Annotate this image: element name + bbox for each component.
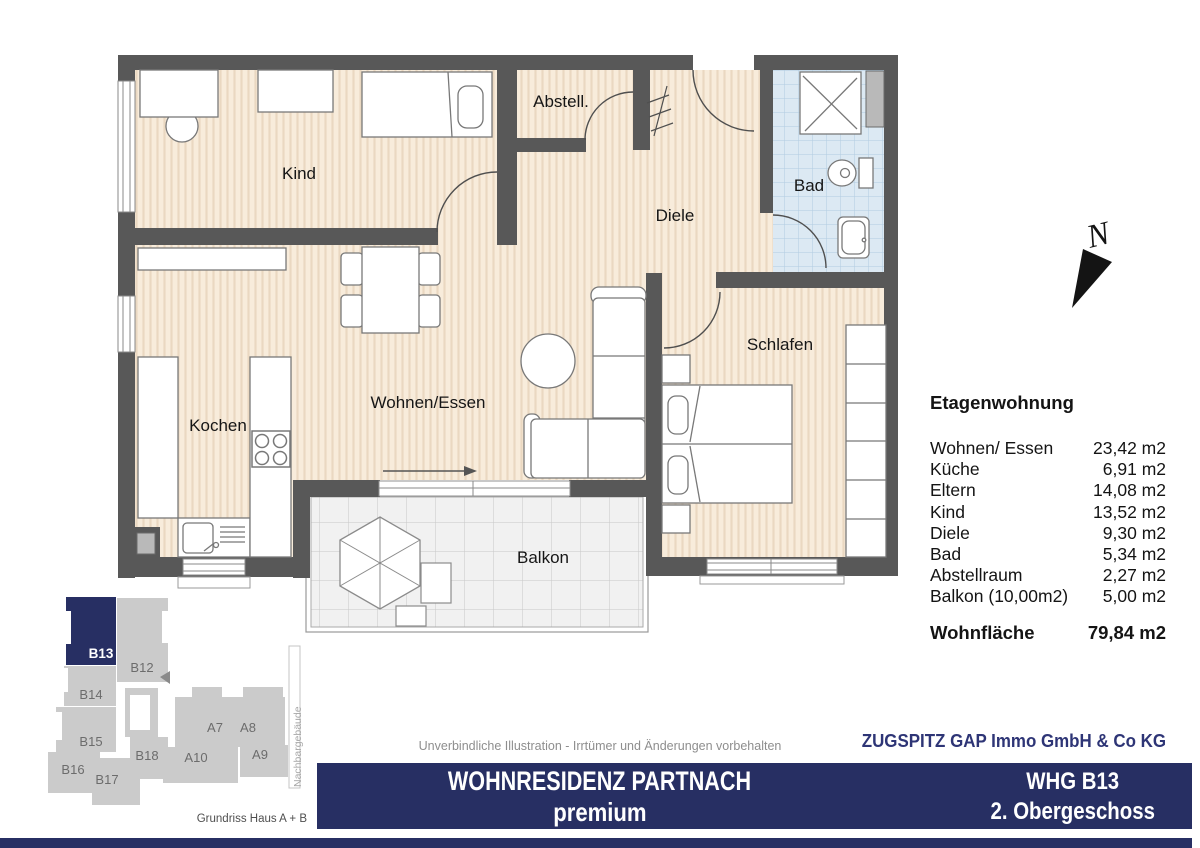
- room-label-diele: Diele: [655, 206, 695, 225]
- nightstand: [662, 505, 690, 533]
- site-label-a7: A7: [207, 720, 223, 735]
- site-plan-caption: Grundriss Haus A + B: [196, 813, 307, 825]
- project-title: WOHNRESIDENZ PARTNACH: [447, 765, 752, 796]
- toilet-icon: [828, 158, 873, 188]
- balcony-door: [379, 481, 570, 496]
- stove-icon: [252, 431, 290, 467]
- row-value: 6,91 m2: [1102, 459, 1166, 480]
- row-value: 14,08 m2: [1093, 480, 1166, 501]
- room-label-kochen: Kochen: [189, 416, 247, 435]
- row-value: 13,52 m2: [1093, 501, 1166, 522]
- row-value: 5,34 m2: [1102, 544, 1166, 565]
- table-row: [930, 523, 1166, 544]
- area-table-title: Etagenwohnung: [930, 392, 1074, 413]
- row-value: 9,30 m2: [1102, 522, 1166, 543]
- site-label-a8: A8: [240, 720, 256, 735]
- wardrobe: [846, 325, 886, 557]
- room-label-wohnen-essen: Wohnen/Essen: [370, 393, 486, 412]
- balcony-table: [421, 563, 451, 603]
- site-label-b15: B15: [79, 734, 103, 749]
- table-row: [930, 544, 1166, 565]
- neighbor-label: Nachbargebäude: [292, 706, 304, 787]
- double-bed: [662, 385, 792, 503]
- row-label: Wohnen/ Essen: [930, 438, 1054, 458]
- row-label: Bad: [930, 544, 962, 565]
- total-value: 79,84 m2: [1087, 621, 1166, 643]
- room-label-schlafen: Schlafen: [746, 335, 814, 354]
- site-label-b16: B16: [61, 762, 85, 777]
- site-label-a9: A9: [252, 747, 268, 762]
- side-table: [258, 70, 333, 112]
- total-label: Wohnfläche: [930, 621, 1035, 643]
- project-title-block: [317, 763, 882, 829]
- unit-info-block: [923, 763, 1200, 829]
- window-kind: [118, 81, 135, 212]
- company-name: ZUGSPITZ GAP Immo GmbH & Co KG: [861, 731, 1166, 751]
- room-label-bad: Bad: [793, 176, 825, 195]
- row-label: Kind: [930, 501, 966, 522]
- row-label: Diele: [930, 522, 970, 543]
- row-value: 5,00 m2: [1102, 586, 1166, 607]
- table-row: [930, 502, 1166, 523]
- row-label: Küche: [930, 459, 980, 480]
- balcony: [306, 492, 648, 632]
- room-label-kind: Kind: [281, 164, 317, 183]
- title-bar: [317, 763, 1192, 829]
- table-row: [930, 459, 1166, 480]
- site-plan: [48, 597, 307, 825]
- room-label-abstell: Abstell.: [533, 92, 589, 111]
- window-schlafen: [700, 559, 844, 584]
- floor-label: 2. Obergeschoss: [990, 797, 1156, 825]
- single-bed: [362, 72, 492, 137]
- coffee-table: [521, 334, 575, 388]
- site-label-b18: B18: [135, 748, 159, 763]
- site-label-b14: B14: [79, 687, 103, 702]
- unit-label: WHG B13: [1026, 767, 1120, 795]
- bath-sink-icon: [838, 217, 869, 258]
- row-label: Eltern: [930, 480, 976, 501]
- row-value: 23,42 m2: [1093, 438, 1166, 458]
- row-label: Abstellraum: [930, 565, 1023, 586]
- room-label-balkon: Balkon: [517, 548, 569, 567]
- site-label-b13: B13: [88, 646, 114, 661]
- table-row: [930, 586, 1166, 607]
- table-row: [930, 565, 1166, 586]
- table-row: [930, 438, 1166, 459]
- window-kitchen-south: [178, 559, 250, 588]
- nightstand: [662, 355, 690, 383]
- table-total-row: [930, 622, 1166, 644]
- window-kitchen: [118, 296, 135, 352]
- disclaimer-text: Unverbindliche Illustration - Irrtümer und Änderungen vorbehalten: [418, 739, 782, 753]
- compass-n: N: [1083, 215, 1114, 256]
- site-label-b17: B17: [95, 772, 119, 787]
- table-row: [930, 480, 1166, 501]
- balcony-stool: [396, 606, 426, 626]
- area-table: [930, 392, 1166, 644]
- site-label-b12: B12: [130, 660, 154, 675]
- north-arrow-icon: [1072, 215, 1115, 308]
- shower: [800, 72, 861, 134]
- sideboard: [138, 248, 286, 270]
- bottom-strip: [0, 838, 1192, 848]
- desk: [140, 70, 218, 117]
- row-label: Balkon (10,00m2): [930, 586, 1069, 607]
- site-label-a10: A10: [184, 750, 208, 765]
- row-value: 2,27 m2: [1102, 565, 1166, 586]
- project-subtitle: premium: [552, 796, 647, 827]
